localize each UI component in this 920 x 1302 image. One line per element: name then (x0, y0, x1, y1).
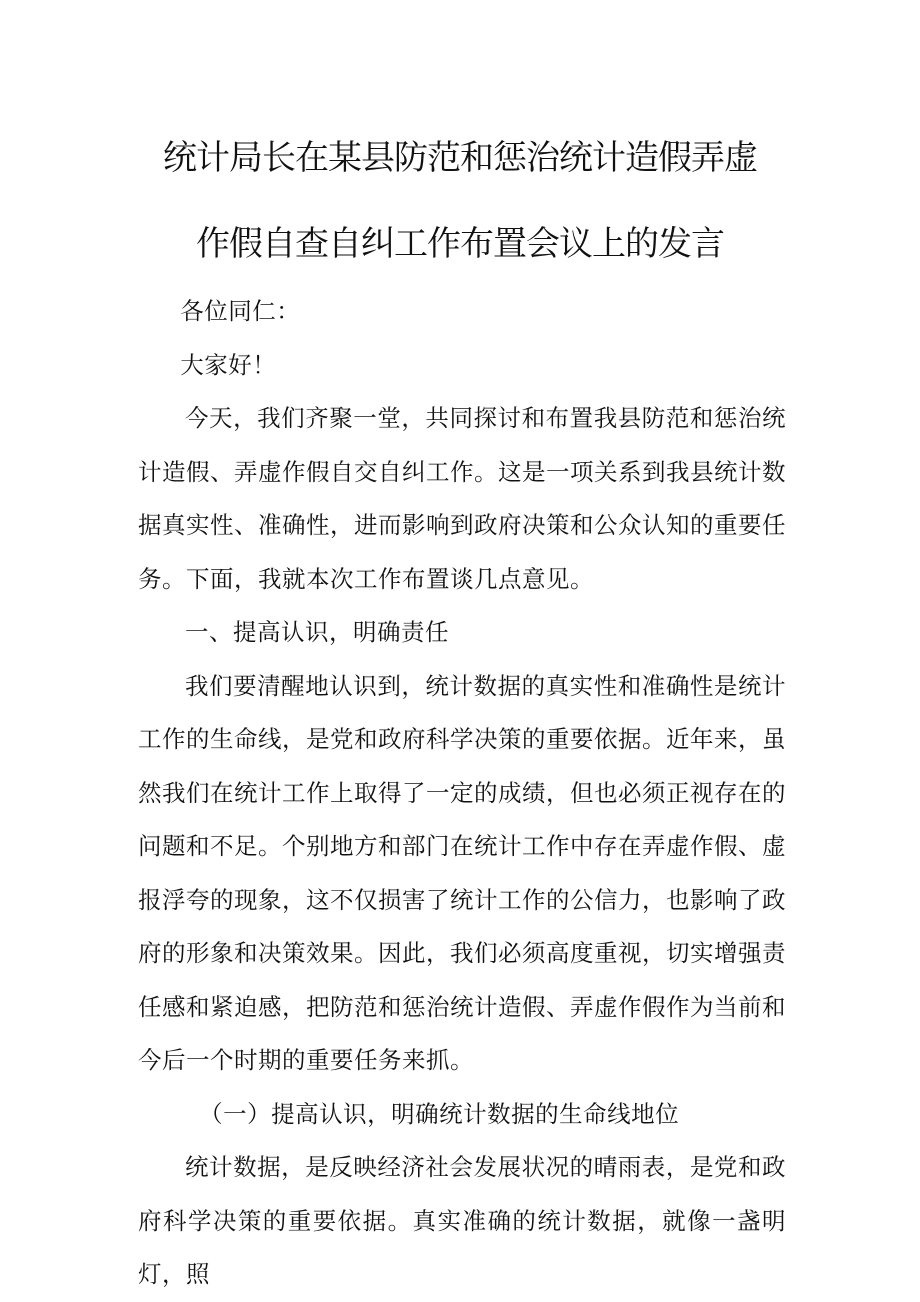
greeting: 大家好！ (180, 350, 277, 379)
document-title-line-1: 统计局长在某县防范和惩治统计造假弄虚 (163, 138, 757, 178)
salutation: 各位同仁： (180, 297, 301, 325)
document-body (138, 285, 786, 1302)
paragraph-subsection-1: 统计数据，是反映经济社会发展状况的晴雨表，是党和政府科学决策的重要依据。真实准确的统计数据，就像一盏明灯，照 (138, 1153, 786, 1288)
paragraph-intro: 今天，我们齐聚一堂，共同探讨和布置我县防范和惩治统计造假、弄虚作假自交自纠工作。这是一项关系到我县统计数据真实性、准确性，进而影响到政府决策和公众认知的重要任务。下面，我就本次工作布置谈几点意见。 (138, 404, 786, 593)
subsection-heading-1: （一）提高认识，明确统计数据的生命线地位 (199, 1099, 680, 1128)
paragraph-section-1: 我们要清醒地认识到，统计数据的真实性和准确性是统计工作的生命线，是党和政府科学决策的重要依据。近年来，虽然我们在统计工作上取得了一定的成绩，但也必须正视存在的问题和不足。个别地方和部门在统计工作中存在弄虚作假、虚报浮夸的现象，这不仅损害了统计工作的公信力，也影响了政府的形象和决策效果。因此，我们必须高度重视，切实增强责任感和紧迫感，把防范和惩治统计造假、弄虚作假作为当前和今后一个时期的重要任务来抓。 (138, 671, 786, 1074)
document-title-line-2: 作假自查自纠工作布置会议上的发言 (196, 224, 724, 264)
section-heading-1: 一、提高认识，明确责任 (185, 618, 449, 646)
